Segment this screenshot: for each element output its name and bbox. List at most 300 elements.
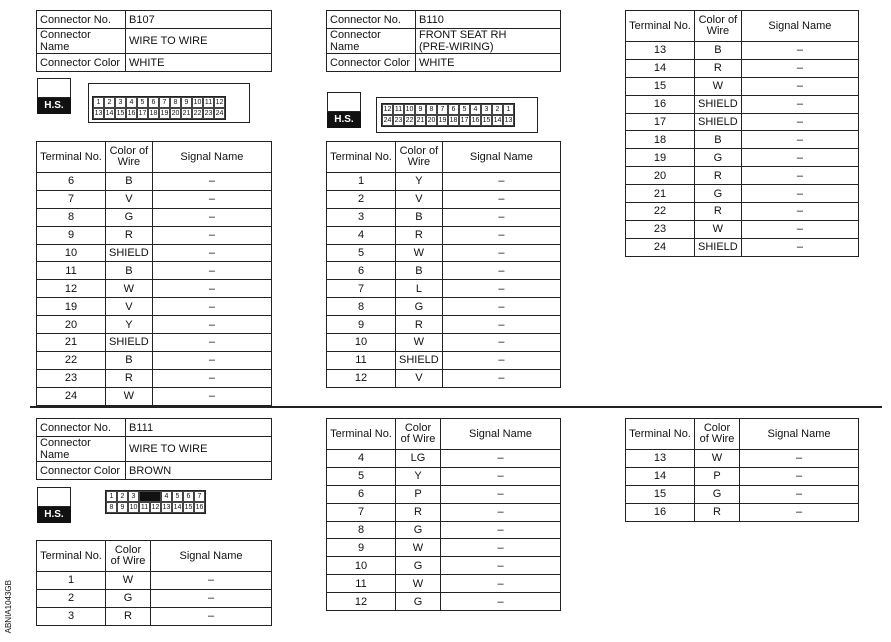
pin-cell: 15 [184,504,193,511]
terminal-no-cell: 14 [626,467,695,485]
signal-name-cell: – [441,593,561,611]
figure-code: ABNIA1043GB [4,580,13,634]
pin-cell: 13 [162,504,171,511]
table-row [327,173,561,191]
terminal-no-cell: 8 [327,298,396,316]
terminal-no-cell: 10 [37,244,106,262]
pin-cell: 2 [104,97,115,108]
wire-color-cell: W [695,77,742,95]
table-row [327,467,561,485]
pin-cell: 16 [127,110,136,117]
signal-name-cell: – [152,316,271,334]
info-label: Connector No. [37,11,126,29]
terminal-no-cell: 24 [626,238,695,256]
wire-color-cell: W [695,220,742,238]
table-row [327,190,561,208]
signal-name-cell: – [441,450,561,468]
pin-cell: 8 [426,104,437,115]
table-row [626,450,859,468]
table-row [626,149,859,167]
wire-color-cell: V [396,369,443,387]
b110-info-table [326,10,561,72]
pin-cell: 18 [149,110,158,117]
info-row [37,462,272,480]
pin-cell: 15 [116,110,125,117]
info-row [327,11,561,29]
signal-name-cell: – [152,351,271,369]
column-header: Signal Name [741,11,858,42]
terminal-no-cell: 6 [327,485,396,503]
column-header: Terminal No. [626,419,695,450]
column-header: Signal Name [151,541,272,572]
table-row [327,226,561,244]
signal-name-cell: – [741,238,858,256]
pin-cell: 1 [503,104,514,115]
terminal-no-cell: 3 [37,607,106,625]
column-header: Terminal No. [37,142,106,173]
signal-name-cell: – [441,521,561,539]
wire-color-cell: W [695,450,740,468]
table-row [327,208,561,226]
table-row [626,42,859,60]
pin-cell: 10 [129,504,138,511]
pin-cell: 24 [383,117,392,124]
table-row [327,262,561,280]
pin-cell: 9 [181,97,192,108]
table-row [327,369,561,387]
table-row [327,298,561,316]
table-row [327,593,561,611]
terminal-no-cell: 18 [626,131,695,149]
signal-name-cell: – [152,262,271,280]
signal-name-cell: – [741,113,858,131]
pin-cell: 13 [504,117,513,124]
b107-pin-grid [92,96,226,120]
signal-name-cell: – [741,149,858,167]
terminal-no-cell: 10 [327,334,396,352]
wire-color-cell: P [695,467,740,485]
wire-color-cell: Y [396,467,441,485]
info-value: B111 [126,419,272,437]
wire-color-cell: B [106,351,153,369]
table-row [37,280,272,298]
table-row [37,387,272,405]
pin-cell: 9 [415,104,426,115]
pin-cell: 16 [471,117,480,124]
pin-cell: 2 [117,491,128,502]
pin-cell: 18 [449,117,458,124]
harness-side-icon: H.S. [37,487,71,523]
info-row [37,437,272,462]
table-row [626,503,859,521]
wire-color-cell: G [396,298,443,316]
signal-name-cell: – [442,351,560,369]
pin-cell: 10 [405,106,414,113]
table-row [37,351,272,369]
wire-color-cell: G [695,149,742,167]
signal-name-cell: – [441,575,561,593]
pin-cell: 12 [151,504,160,511]
pin-cell: 11 [394,106,403,113]
table-row [327,503,561,521]
pin-cell: 15 [482,117,491,124]
terminal-no-cell: 1 [37,572,106,590]
pin-cell: 17 [460,117,469,124]
signal-name-cell: – [442,262,560,280]
table-row [37,190,272,208]
terminal-no-cell: 12 [327,369,396,387]
terminal-no-cell: 15 [626,77,695,95]
terminal-no-cell: 2 [327,190,396,208]
terminal-no-cell: 11 [327,575,396,593]
column-header: Color of Wire [695,11,742,42]
b110-terminal-table [326,141,561,388]
terminal-no-cell: 12 [327,593,396,611]
wire-color-cell: Y [106,316,153,334]
wire-color-cell: G [106,208,153,226]
wire-color-cell: R [695,203,742,221]
table-row [327,351,561,369]
table-row [626,185,859,203]
terminal-no-cell: 15 [626,485,695,503]
terminal-no-cell: 7 [327,503,396,521]
info-value: FRONT SEAT RH (PRE-WIRING) [416,29,561,54]
table-row [37,607,272,625]
pin-cell: 4 [161,491,172,502]
table-row [626,220,859,238]
pin-cell: 3 [115,97,126,108]
pin-cell: 9 [117,502,128,513]
wire-color-cell: R [695,503,740,521]
wire-color-cell: B [695,42,742,60]
signal-name-cell: – [152,369,271,387]
info-row [327,54,561,72]
table-row [37,244,272,262]
column-header: Color of Wire [106,142,153,173]
section-divider [30,406,882,408]
signal-name-cell: – [152,280,271,298]
pin-cell: 14 [173,504,182,511]
signal-name-cell: – [441,503,561,521]
harness-side-icon: H.S. [37,78,71,114]
column-header: Terminal No. [626,11,695,42]
pin-cell: 5 [137,97,148,108]
terminal-no-cell: 2 [37,589,106,607]
pin-cell: 3 [128,491,139,502]
signal-name-cell: – [740,485,859,503]
terminal-no-cell: 5 [327,467,396,485]
wire-color-cell: R [695,59,742,77]
column-header: Signal Name [441,419,561,450]
terminal-no-cell: 1 [327,173,396,191]
b111-info-table [36,418,272,480]
wire-color-cell: G [106,589,151,607]
terminal-no-cell: 14 [626,59,695,77]
info-label: Connector No. [327,11,416,29]
column-header: Color of Wire [695,419,740,450]
table-row [626,131,859,149]
wire-color-cell: V [396,190,443,208]
wire-color-cell: LG [396,450,441,468]
wire-color-cell: SHIELD [695,113,742,131]
b111-terminal-table [36,540,272,626]
b107-terminal-table [36,141,272,406]
wire-color-cell: W [106,387,153,405]
column-header: Color of Wire [396,419,441,450]
pin-cell: 3 [481,104,492,115]
pin-cell: 11 [140,504,149,511]
wire-color-cell: G [695,185,742,203]
info-label: Connector No. [37,419,126,437]
signal-name-cell: – [442,190,560,208]
table-row [37,208,272,226]
pin-cell: 21 [416,117,425,124]
b111-pin-grid [105,490,206,514]
table-row [626,238,859,256]
pin-cell: 2 [492,104,503,115]
wire-color-cell: SHIELD [695,95,742,113]
column-header: Signal Name [740,419,859,450]
signal-name-cell: – [741,77,858,95]
table-row [37,173,272,191]
terminal-no-cell: 8 [37,208,106,226]
signal-name-cell: – [442,298,560,316]
terminal-no-cell: 7 [327,280,396,298]
column-header: Terminal No. [37,541,106,572]
pin-cell: 10 [193,99,202,106]
column-header: Signal Name [442,142,560,173]
wire-color-cell: R [396,226,443,244]
table-row [626,95,859,113]
pin-cell: 7 [194,491,205,502]
wire-color-cell: W [396,539,441,557]
pin-cell: 22 [193,110,202,117]
wire-color-cell: G [396,557,441,575]
terminal-no-cell: 12 [37,280,106,298]
pin-cell: 13 [94,110,103,117]
terminal-no-cell: 19 [37,298,106,316]
terminal-no-cell: 8 [327,521,396,539]
info-value: BROWN [126,462,272,480]
terminal-no-cell: 16 [626,503,695,521]
signal-name-cell: – [741,167,858,185]
info-label: Connector Color [37,54,126,72]
table-row [37,334,272,352]
table-row [37,298,272,316]
signal-name-cell: – [741,203,858,221]
info-row [37,54,272,72]
signal-name-cell: – [442,244,560,262]
table-row [626,485,859,503]
signal-name-cell: – [442,226,560,244]
table-row [626,113,859,131]
signal-name-cell: – [152,387,271,405]
wire-color-cell: SHIELD [396,351,443,369]
terminal-no-cell: 23 [37,369,106,387]
terminal-no-cell: 23 [626,220,695,238]
wire-color-cell: R [396,316,443,334]
table-row [626,167,859,185]
info-value: WIRE TO WIRE [126,29,272,54]
table-row [626,203,859,221]
pin-cell: 7 [159,97,170,108]
wire-color-cell: G [396,593,441,611]
terminal-no-cell: 9 [327,539,396,557]
b110-terminal-table-continued [625,10,859,257]
wire-color-cell: W [396,334,443,352]
wire-color-cell: P [396,485,441,503]
table-row [37,572,272,590]
terminal-no-cell: 20 [37,316,106,334]
signal-name-cell: – [741,42,858,60]
terminal-no-cell: 5 [327,244,396,262]
wire-color-cell: B [396,208,443,226]
signal-name-cell: – [442,316,560,334]
signal-name-cell: – [740,503,859,521]
info-row [37,419,272,437]
terminal-no-cell: 6 [37,173,106,191]
terminal-no-cell: 19 [626,149,695,167]
signal-name-cell: – [740,450,859,468]
b111-terminal-table-continued [326,418,561,611]
pin-cell: 23 [394,117,403,124]
terminal-no-cell: 9 [327,316,396,334]
signal-name-cell: – [152,244,271,262]
b111-terminal-table-continued-2 [625,418,859,522]
wire-color-cell: SHIELD [106,334,153,352]
pin-cell: 22 [405,117,414,124]
b107-info-table [36,10,272,72]
pin-cell: 19 [438,117,447,124]
info-label: Connector Color [37,462,126,480]
pin-cell: 19 [160,110,169,117]
signal-name-cell: – [152,190,271,208]
signal-name-cell: – [741,131,858,149]
pin-cell: 4 [126,97,137,108]
pin-cell: 12 [383,106,392,113]
terminal-no-cell: 22 [626,203,695,221]
pin-cell: 1 [106,491,117,502]
table-row [327,334,561,352]
wire-color-cell: W [396,244,443,262]
info-value: WIRE TO WIRE [126,437,272,462]
signal-name-cell: – [152,226,271,244]
wire-color-cell: R [106,607,151,625]
wire-color-cell: W [396,575,441,593]
wire-color-cell: G [695,485,740,503]
info-value: WHITE [126,54,272,72]
table-row [626,467,859,485]
terminal-no-cell: 21 [626,185,695,203]
wire-color-cell: B [106,173,153,191]
terminal-no-cell: 10 [327,557,396,575]
signal-name-cell: – [741,185,858,203]
info-label: Connector Color [327,54,416,72]
table-row [327,316,561,334]
info-label: Connector Name [37,437,126,462]
signal-name-cell: – [151,572,272,590]
pin-cell: 8 [106,502,117,513]
pin-cell: 23 [204,110,213,117]
signal-name-cell: – [441,485,561,503]
table-row [626,77,859,95]
terminal-no-cell: 7 [37,190,106,208]
terminal-no-cell: 16 [626,95,695,113]
table-row [37,589,272,607]
terminal-no-cell: 24 [37,387,106,405]
pin-cell [139,491,161,502]
column-header: Signal Name [152,142,271,173]
wire-color-cell: SHIELD [695,238,742,256]
terminal-no-cell: 17 [626,113,695,131]
wire-color-cell: B [106,262,153,280]
pin-cell: 6 [148,97,159,108]
wire-color-cell: V [106,190,153,208]
signal-name-cell: – [152,208,271,226]
terminal-no-cell: 4 [327,450,396,468]
wire-color-cell: V [106,298,153,316]
signal-name-cell: – [152,298,271,316]
signal-name-cell: – [152,173,271,191]
terminal-no-cell: 21 [37,334,106,352]
signal-name-cell: – [442,280,560,298]
table-row [327,244,561,262]
wire-color-cell: B [695,131,742,149]
table-row [327,485,561,503]
signal-name-cell: – [441,467,561,485]
info-label: Connector Name [37,29,126,54]
pin-cell: 5 [172,491,183,502]
table-row [327,539,561,557]
terminal-no-cell: 13 [626,450,695,468]
table-row [37,226,272,244]
pin-cell: 14 [493,117,502,124]
table-row [327,280,561,298]
pin-cell: 14 [105,110,114,117]
signal-name-cell: – [441,557,561,575]
pin-cell: 8 [170,97,181,108]
signal-name-cell: – [441,539,561,557]
terminal-no-cell: 11 [327,351,396,369]
pin-cell: 17 [138,110,147,117]
pin-cell: 16 [195,504,204,511]
pin-cell: 12 [215,99,224,106]
pin-cell: 7 [437,104,448,115]
table-row [327,557,561,575]
terminal-no-cell: 3 [327,208,396,226]
pin-cell: 4 [470,104,481,115]
column-header: Color of Wire [106,541,151,572]
pin-cell: 5 [459,104,470,115]
terminal-no-cell: 13 [626,42,695,60]
column-header: Color of Wire [396,142,443,173]
info-label: Connector Name [327,29,416,54]
table-row [37,262,272,280]
pin-cell: 6 [183,491,194,502]
b110-pin-grid [381,103,515,127]
info-row [37,29,272,54]
wire-color-cell: Y [396,173,443,191]
info-row [327,29,561,54]
signal-name-cell: – [442,173,560,191]
pin-cell: 11 [204,99,213,106]
signal-name-cell: – [741,95,858,113]
info-value: WHITE [416,54,561,72]
signal-name-cell: – [741,59,858,77]
terminal-no-cell: 4 [327,226,396,244]
signal-name-cell: – [740,467,859,485]
wire-color-cell: R [106,226,153,244]
